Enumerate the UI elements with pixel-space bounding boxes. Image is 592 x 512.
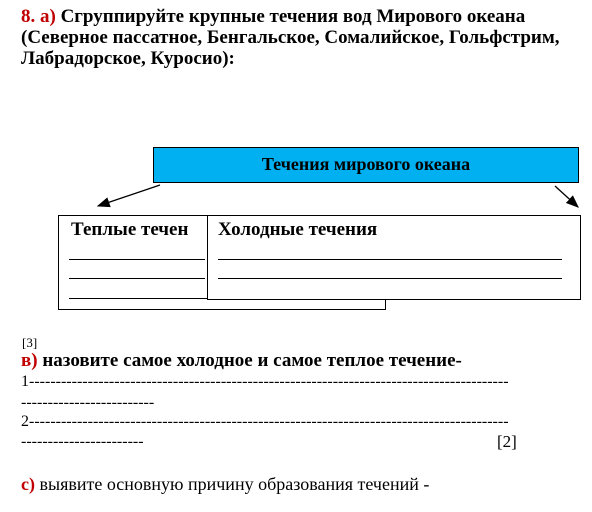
arrow-right [555,186,578,207]
part-c-letter: с) [21,474,35,494]
cold-answer-line-1[interactable] [218,259,562,260]
part-c-question [21,474,429,495]
part-a-text: Сгруппируйте крупные течения вод Мирового океана (Северное пассатное, Бенгальское, Сомалийское, Гольфстрим, Лабрадорское, Куросио): [21,6,560,69]
arrow-left [98,185,160,206]
cold-currents-box [207,215,581,300]
warm-answer-line-2[interactable] [69,278,205,279]
part-b-question [21,350,462,372]
cold-answer-line-2[interactable] [218,278,562,279]
score-part-a: [3] [22,335,38,350]
currents-banner: Течения мирового океана [153,147,579,183]
answer-line-1-continuation[interactable]: ------------------------- [21,394,155,411]
part-b-text: назовите самое холодное и самое теплое течение- [42,350,462,371]
answer-line-1[interactable]: 1------------------------------------------------------------------------------------------ [21,373,509,390]
answer-line-2[interactable]: 2------------------------------------------------------------------------------------------ [21,413,509,430]
question-number: 8. [21,6,36,27]
part-c-text: выявите основную причину образования течений - [39,474,430,494]
warm-answer-line-1[interactable] [69,259,205,260]
warm-currents-title: Теплые течен [71,219,189,240]
score-part-b: [2] [497,432,517,451]
answer-line-2-continuation[interactable]: ----------------------- [21,433,144,450]
cold-currents-title: Холодные течения [218,219,378,240]
part-a-letter: а) [40,6,56,27]
part-b-letter: в) [21,350,38,371]
